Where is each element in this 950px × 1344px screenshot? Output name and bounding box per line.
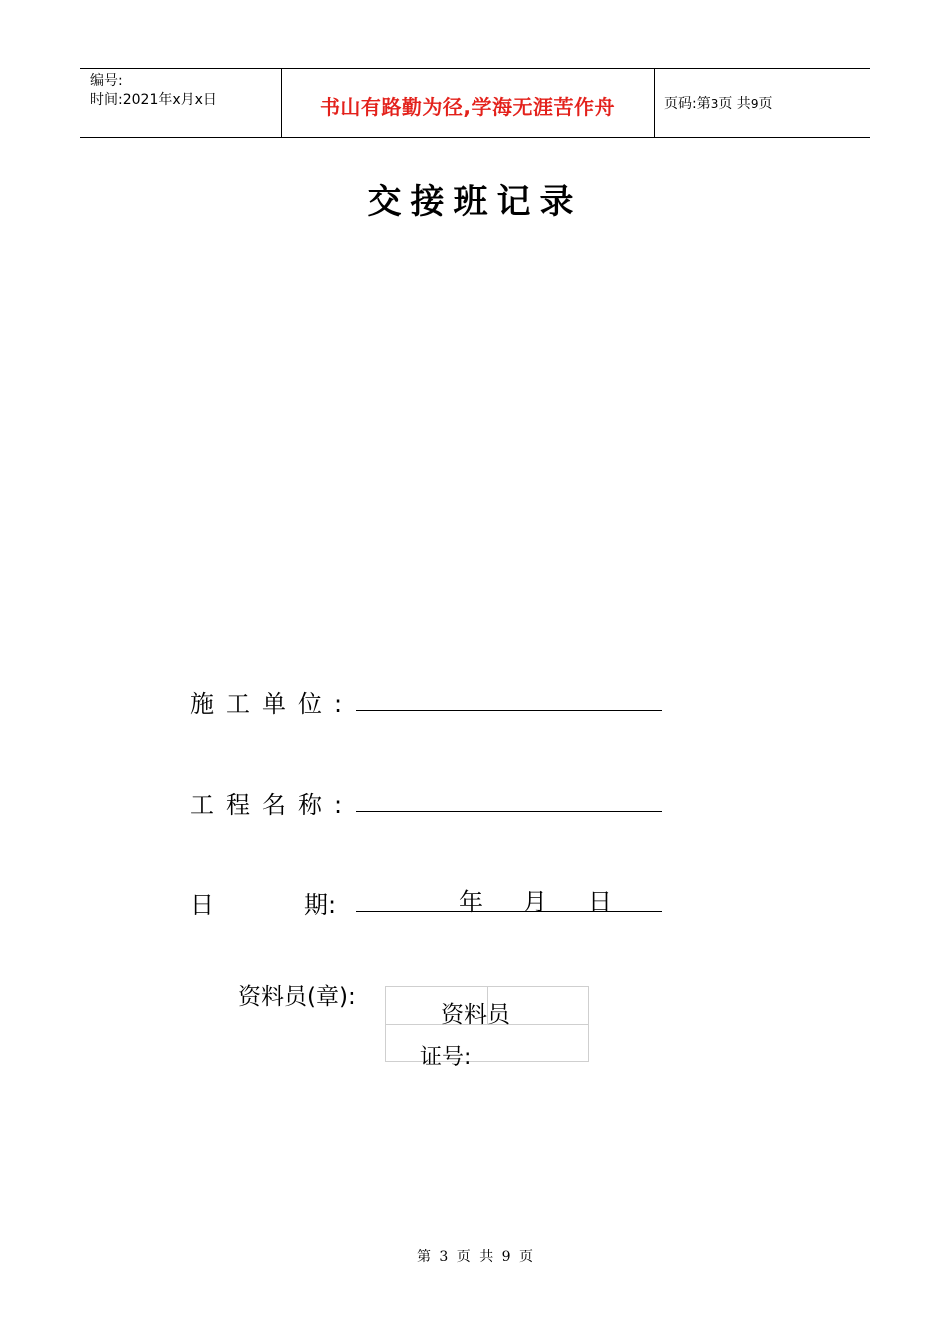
- time-label: 时间:2021年x月x日: [90, 92, 217, 108]
- serial-label: 编号:: [90, 73, 123, 89]
- date-field: [190, 885, 336, 920]
- header-divider: [654, 69, 655, 137]
- page-prefix: 页码:第: [664, 96, 711, 112]
- unit-fill-line: [356, 710, 662, 711]
- stamp-cert-label: 证号:: [420, 1045, 472, 1070]
- stamp-title: 资料员: [441, 1002, 510, 1028]
- colon: :: [328, 891, 337, 919]
- project-field: [190, 785, 342, 820]
- page-total: 9: [750, 97, 759, 111]
- unit-field: [190, 684, 342, 719]
- clerk-label: 资料员(章):: [238, 984, 356, 1010]
- date-label-a: 日: [190, 891, 214, 919]
- page-mid: 页 共: [718, 96, 751, 112]
- colon: :: [334, 690, 343, 718]
- date-fill-line: [356, 911, 662, 912]
- project-fill-line: [356, 811, 662, 812]
- header-meta: [90, 72, 217, 110]
- date-year: 年: [459, 888, 483, 916]
- header-motto: 书山有路勤为径,学海无涯苦作舟: [319, 95, 616, 119]
- header-page-number: [664, 93, 772, 113]
- date-label-b: 期: [304, 891, 328, 919]
- colon: :: [334, 791, 343, 819]
- project-label: 工程名称: [190, 791, 334, 819]
- document-header: [80, 68, 870, 138]
- date-month: 月: [523, 888, 547, 916]
- unit-label: 施工单位: [190, 690, 334, 718]
- page-footer: 第 3 页 共 9 页: [416, 1249, 534, 1265]
- page-suffix: 页: [758, 96, 773, 112]
- page-title: 交接班记录: [367, 182, 583, 222]
- date-day: 日: [588, 888, 612, 916]
- page-current: 3: [710, 97, 719, 111]
